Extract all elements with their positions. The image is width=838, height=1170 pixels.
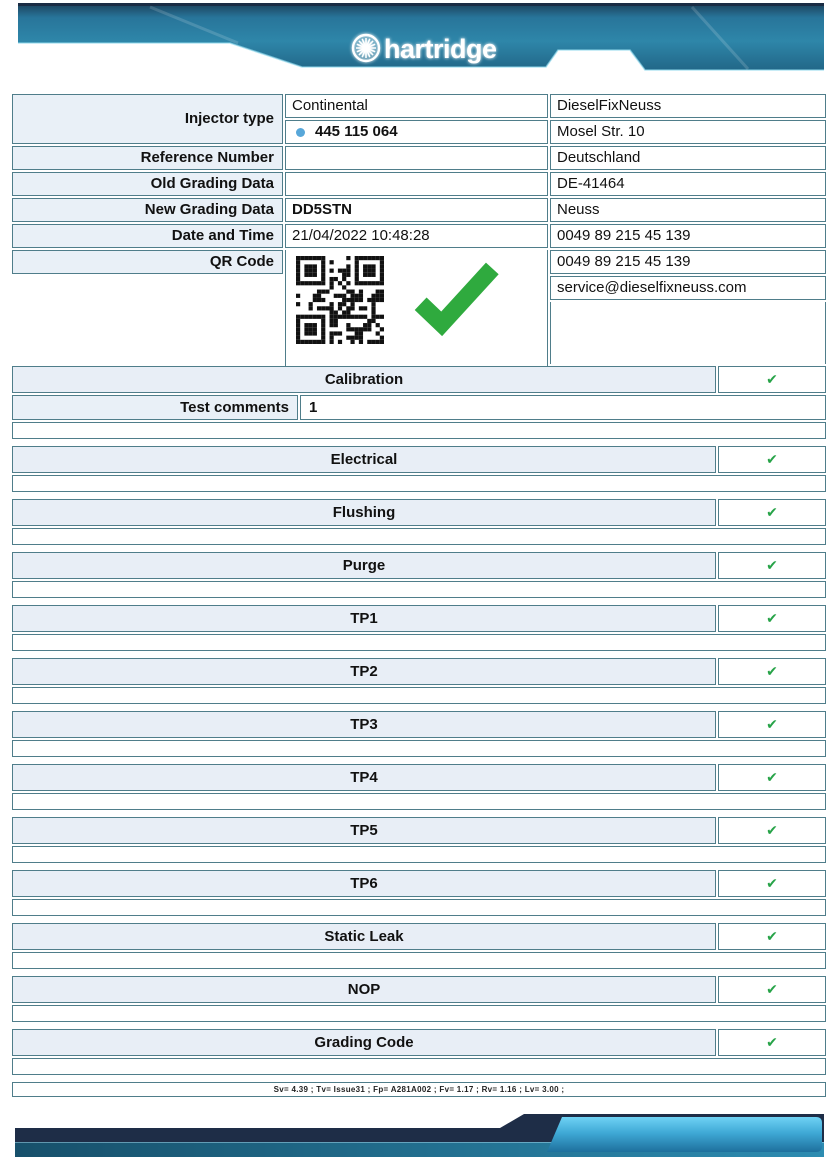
status-cell — [718, 923, 826, 950]
logo-text: hartridge — [384, 34, 497, 64]
check-icon: ✔ — [766, 982, 778, 998]
check-icon: ✔ — [766, 505, 778, 521]
section-title: TP4 — [12, 764, 716, 791]
test-section — [12, 976, 826, 1022]
section-header-row — [12, 870, 826, 897]
old-grading-label: Old Grading Data — [12, 172, 283, 196]
check-icon: ✔ — [766, 664, 778, 680]
section-detail-row — [12, 1005, 826, 1022]
section-detail-row — [12, 793, 826, 810]
section-title: TP6 — [12, 870, 716, 897]
section-header-row — [12, 446, 826, 473]
status-cell — [718, 366, 826, 393]
calibration-header-row — [12, 366, 826, 393]
test-section — [12, 499, 826, 545]
section-title: Electrical — [12, 446, 716, 473]
section-detail-row — [12, 528, 826, 545]
check-icon: ✔ — [766, 1035, 778, 1051]
contact-line: 0049 89 215 45 139 — [550, 250, 826, 274]
check-icon: ✔ — [766, 717, 778, 733]
contact-line: Neuss — [550, 198, 826, 222]
new-grading-label: New Grading Data — [12, 198, 283, 222]
section-header-row — [12, 711, 826, 738]
info-value-column — [285, 94, 548, 366]
contact-line: 0049 89 215 45 139 — [550, 224, 826, 248]
test-section — [12, 923, 826, 969]
bullet-icon — [296, 128, 305, 137]
section-detail-row — [12, 740, 826, 757]
section-title: TP2 — [12, 658, 716, 685]
contact-line: service@dieselfixneuss.com — [550, 276, 826, 300]
section-title: Calibration — [12, 366, 716, 393]
test-results — [12, 366, 826, 1097]
check-icon: ✔ — [766, 452, 778, 468]
test-comments-row — [12, 395, 826, 420]
section-title: TP3 — [12, 711, 716, 738]
status-cell — [718, 658, 826, 685]
test-comments-label: Test comments — [12, 395, 298, 420]
qr-code-label: QR Code — [12, 250, 283, 274]
wheel-icon — [353, 35, 379, 61]
section-detail-row — [12, 422, 826, 439]
section-detail-row — [12, 1058, 826, 1075]
new-grading-value: DD5STN — [285, 198, 548, 222]
old-grading-value — [285, 172, 548, 196]
section-title: TP5 — [12, 817, 716, 844]
test-section — [12, 764, 826, 810]
test-section — [12, 1029, 826, 1075]
section-detail-row — [12, 475, 826, 492]
test-comments-value: 1 — [300, 395, 826, 420]
test-section — [12, 658, 826, 704]
parameters-row: Sv= 4.39 ; Tv= Issue31 ; Fp= A281A002 ; Fv= 1.17 ; Rv= 1.16 ; Lv= 3.00 ; — [12, 1082, 826, 1097]
header-banner — [0, 0, 838, 80]
date-time-label: Date and Time — [12, 224, 283, 248]
section-title: TP1 — [12, 605, 716, 632]
section-title: Purge — [12, 552, 716, 579]
test-section — [12, 711, 826, 757]
section-header-row — [12, 976, 826, 1003]
contact-line: DieselFixNeuss — [550, 94, 826, 118]
section-detail-row — [12, 687, 826, 704]
test-section — [12, 605, 826, 651]
contact-line: DE-41464 — [550, 172, 826, 196]
check-icon: ✔ — [766, 929, 778, 945]
section-header-row — [12, 552, 826, 579]
check-icon: ✔ — [766, 823, 778, 839]
qr-cell — [285, 250, 548, 366]
status-cell — [718, 711, 826, 738]
injector-type-label: Injector type — [12, 94, 283, 144]
status-cell — [718, 870, 826, 897]
status-cell — [718, 976, 826, 1003]
test-section — [12, 870, 826, 916]
status-cell — [718, 817, 826, 844]
check-icon: ✔ — [766, 770, 778, 786]
contact-column-spacer — [550, 302, 826, 364]
footer-banner — [0, 1108, 838, 1168]
contact-line: Mosel Str. 10 — [550, 120, 826, 144]
check-icon: ✔ — [766, 372, 778, 388]
status-cell — [718, 552, 826, 579]
section-title: Static Leak — [12, 923, 716, 950]
section-header-row — [12, 764, 826, 791]
section-header-row — [12, 817, 826, 844]
test-sections — [12, 446, 826, 1075]
section-detail-row — [12, 952, 826, 969]
date-time-value: 21/04/2022 10:48:28 — [285, 224, 548, 248]
section-title: NOP — [12, 976, 716, 1003]
status-cell — [718, 764, 826, 791]
section-detail-row — [12, 581, 826, 598]
section-header-row — [12, 658, 826, 685]
big-check-icon — [408, 256, 504, 342]
status-cell — [718, 446, 826, 473]
section-header-row — [12, 605, 826, 632]
section-title: Grading Code — [12, 1029, 716, 1056]
info-label-column — [12, 94, 283, 274]
test-section — [12, 446, 826, 492]
injector-part-number-value: 445 115 064 — [285, 120, 548, 144]
section-detail-row — [12, 846, 826, 863]
check-icon: ✔ — [766, 558, 778, 574]
contact-column — [550, 94, 826, 364]
check-icon: ✔ — [766, 611, 778, 627]
test-section — [12, 817, 826, 863]
section-detail-row — [12, 899, 826, 916]
status-cell — [718, 499, 826, 526]
status-cell — [718, 605, 826, 632]
check-icon: ✔ — [766, 876, 778, 892]
contact-line: Deutschland — [550, 146, 826, 170]
section-header-row — [12, 499, 826, 526]
reference-number-label: Reference Number — [12, 146, 283, 170]
injector-info-table — [12, 94, 826, 366]
test-section — [12, 552, 826, 598]
injector-make-value: Continental — [285, 94, 548, 118]
section-title: Flushing — [12, 499, 716, 526]
reference-number-value — [285, 146, 548, 170]
status-cell — [718, 1029, 826, 1056]
section-detail-row — [12, 634, 826, 651]
qr-code — [296, 256, 384, 344]
section-header-row — [12, 1029, 826, 1056]
section-header-row — [12, 923, 826, 950]
